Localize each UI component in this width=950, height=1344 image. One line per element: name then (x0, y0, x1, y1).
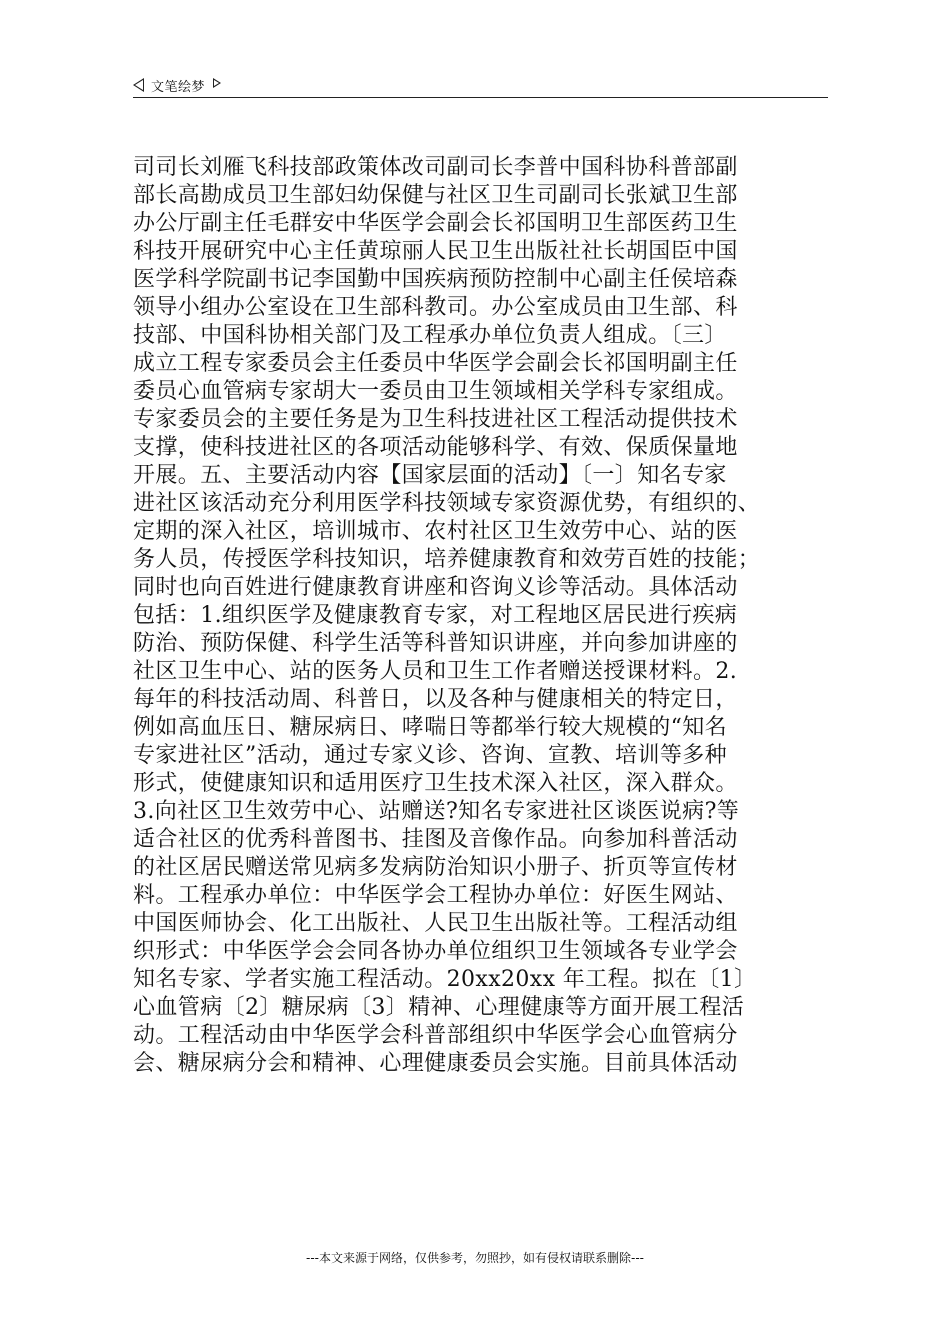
body-line: 每年的科技活动周、科普日，以及各种与健康相关的特定日， (133, 687, 738, 712)
header-brand: 文笔绘梦 (151, 80, 206, 95)
body-line: 专家委员会的主要任务是为卫生科技进社区工程活动提供技术 (133, 407, 738, 432)
body-line: 同时也向百姓进行健康教育讲座和咨询义诊等活动。具体活动 (133, 575, 738, 600)
body-line: 3.向社区卫生效劳中心、站赠送?知名专家进社区谈医说病?等 (133, 799, 740, 824)
body-line: 务人员，传授医学科技知识，培养健康教育和效劳百姓的技能； (133, 547, 761, 572)
body-line: 的社区居民赠送常见病多发病防治知识小册子、折页等宣传材 (133, 855, 738, 880)
body-line: 形式，使健康知识和适用医疗卫生技术深入社区，深入群众。 (133, 771, 738, 796)
body-line: 科技开展研究中心主任黄琼丽人民卫生出版社社长胡国臣中国 (133, 239, 738, 264)
body-line: 办公厅副主任毛群安中华医学会副会长祁国明卫生部医药卫生 (133, 211, 738, 236)
body-line: 技部、中国科协相关部门及工程承办单位负责人组成。〔三〕 (133, 323, 727, 348)
header-divider (133, 97, 828, 98)
body-line: 部长高勘成员卫生部妇幼保健与社区卫生司副司长张斌卫生部 (133, 183, 738, 208)
body-line: 适合社区的优秀科普图书、挂图及音像作品。向参加科普活动 (133, 827, 738, 852)
body-line: 织形式：中华医学会会同各协办单位组织卫生领域各专业学会 (133, 939, 738, 964)
body-line: 支撑，使科技进社区的各项活动能够科学、有效、保质保量地 (133, 435, 738, 460)
body-line: 例如高血压日、糖尿病日、哮喘日等都举行较大规模的“知名 (133, 715, 728, 740)
body-line: 领导小组办公室设在卫生部科教司。办公室成员由卫生部、科 (133, 295, 738, 320)
body-line: 料。工程承办单位：中华医学会工程协办单位：好医生网站、 (133, 883, 738, 908)
body-line: 动。工程活动由中华医学会科普部组织中华医学会心血管病分 (133, 1023, 738, 1048)
body-line: 心血管病〔2〕糖尿病〔3〕精神、心理健康等方面开展工程活 (133, 995, 745, 1020)
right-triangle-icon (213, 78, 221, 88)
body-line: 防治、预防保健、科学生活等科普知识讲座，并向参加讲座的 (133, 631, 738, 656)
body-line: 定期的深入社区，培训城市、农村社区卫生效劳中心、站的医 (133, 519, 738, 544)
left-triangle-icon (133, 78, 144, 92)
page-header (133, 72, 828, 96)
body-line: 司司长刘雁飞科技部政策体改司副司长李普中国科协科普部副 (133, 155, 738, 180)
body-line: 专家进社区”活动，通过专家义诊、咨询、宣教、培训等多种 (133, 743, 728, 768)
body-line: 开展。五、主要活动内容【国家层面的活动】〔一〕知名专家 (133, 463, 727, 488)
footer-notice: ---本文来源于网络，仅供参考，勿照抄，如有侵权请联系删除--- (306, 1251, 644, 1265)
body-line: 会、糖尿病分会和精神、心理健康委员会实施。目前具体活动 (133, 1051, 738, 1076)
body-line: 知名专家、学者实施工程活动。20xx20xx 年工程。拟在〔1〕 (133, 967, 757, 992)
body-line: 包括：1.组织医学及健康教育专家，对工程地区居民进行疾病 (133, 603, 738, 628)
body-line: 社区卫生中心、站的医务人员和卫生工作者赠送授课材料。2. (133, 659, 738, 684)
body-line: 委员心血管病专家胡大一委员由卫生领域相关学科专家组成。 (133, 379, 738, 404)
body-line: 医学科学院副书记李国勤中国疾病预防控制中心副主任侯培森 (133, 267, 738, 292)
body-line: 进社区该活动充分利用医学科技领域专家资源优势，有组织的、 (133, 491, 761, 516)
body-text (133, 154, 823, 1078)
body-line: 成立工程专家委员会主任委员中华医学会副会长祁国明副主任 (133, 351, 738, 376)
body-line: 中国医师协会、化工出版社、人民卫生出版社等。工程活动组 (133, 911, 738, 936)
